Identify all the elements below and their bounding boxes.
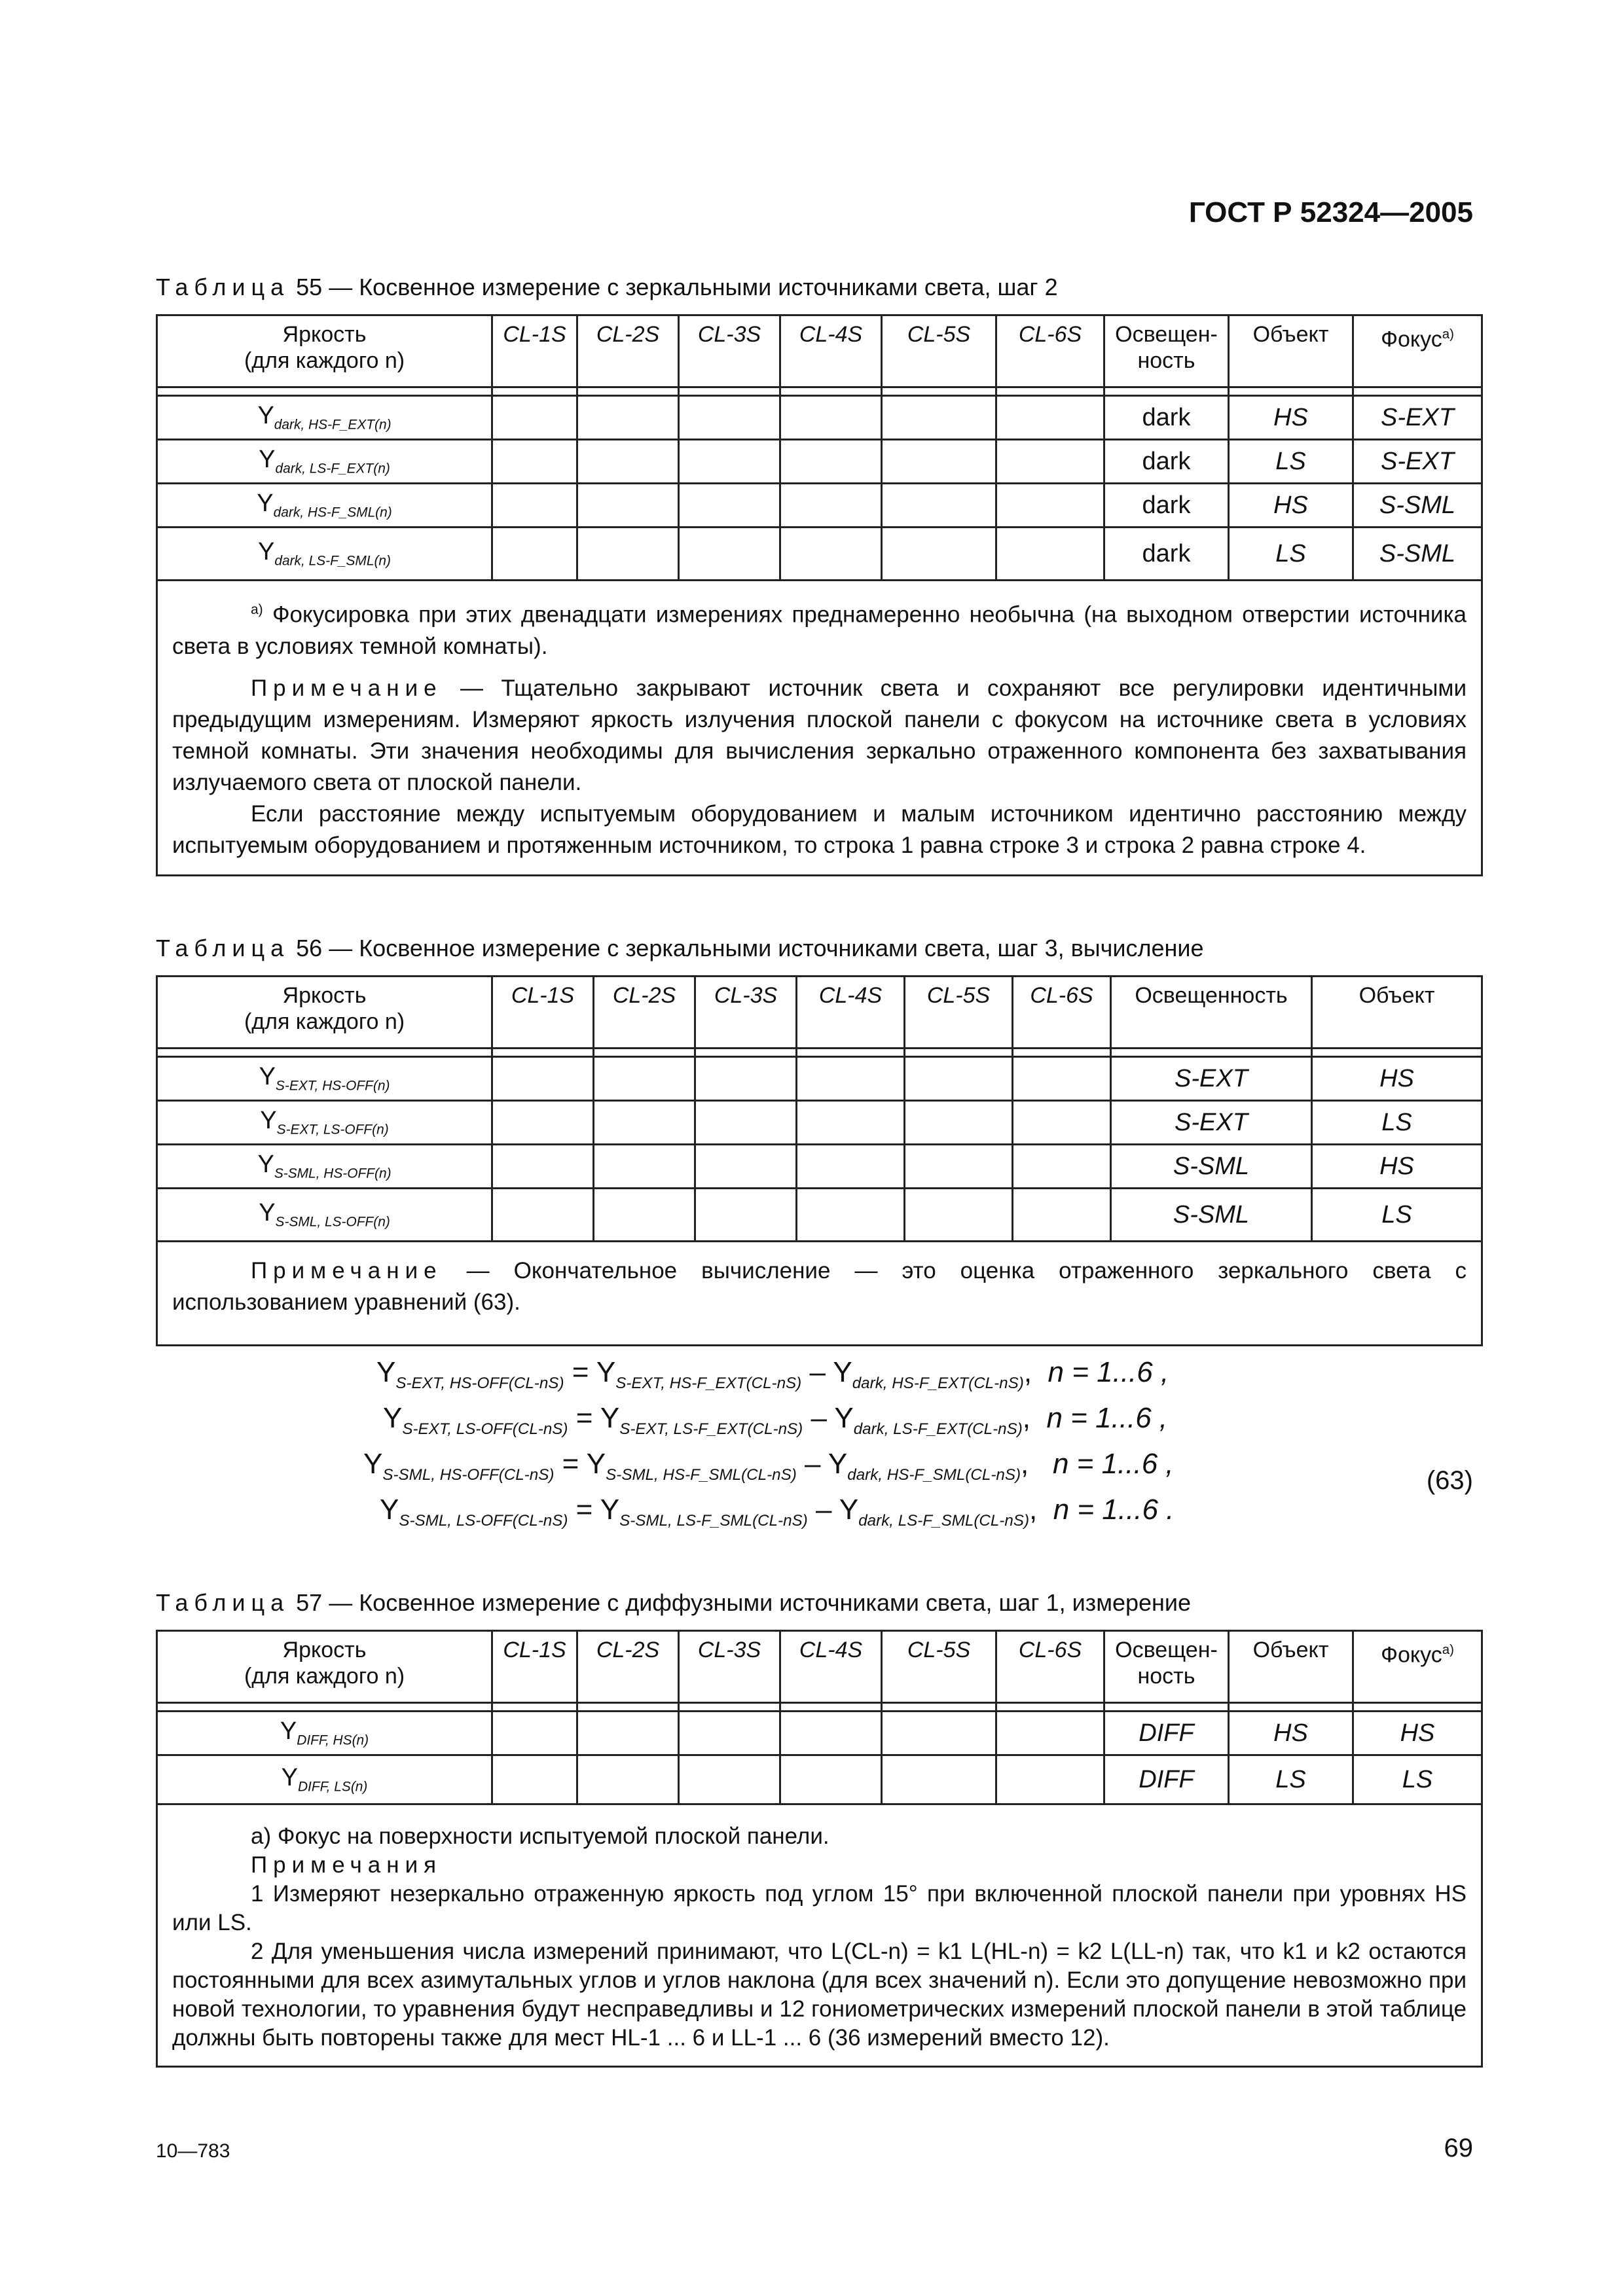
table-row: $Y_{dark, LS-F\_SML(n)}$ dark LS S-SML <box>157 528 1482 581</box>
col-illumination: Освещенность <box>1111 977 1312 1049</box>
equation-number: (63) <box>1426 1466 1473 1495</box>
col-cl2s: CL-2S <box>577 1631 679 1703</box>
col-cl4s: CL-4S <box>780 315 882 387</box>
col-cl4s: CL-4S <box>797 977 905 1049</box>
equation-line-1: $Y_{S-EXT, HS-OFF(CL-nS)} = Y_{S-EXT, HS-F\_EXT(CL-nS)} - Y_{dark, HS-F\_EXT(CL-nS)}$, n = 1...6 , <box>376 1356 1169 1392</box>
table-row: $Y_{S-EXT, LS-OFF(n)}$ S-EXT LS <box>157 1101 1482 1145</box>
col-cl5s: CL-5S <box>882 315 996 387</box>
table-55-caption: Таблица 55 — Косвенное измерение с зеркальными источниками света, шаг 2 <box>156 274 1058 300</box>
table-row: $Y_{dark, LS-F\_EXT(n)}$ dark LS S-EXT <box>157 440 1482 484</box>
table-row: $Y_{S-EXT, HS-OFF(n)}$ S-EXT HS <box>157 1057 1482 1101</box>
table-56-caption: Таблица 56 — Косвенное измерение с зеркальными источниками света, шаг 3, вычисление <box>156 935 1204 961</box>
equation-line-3: $Y_{S-SML, HS-OFF(CL-nS)} = Y_{S-SML, HS-F\_SML(CL-nS)} - Y_{dark, HS-F\_SML(CL-nS)}$, n = 1...6 , <box>363 1448 1174 1484</box>
col-illumination: Освещен- ность <box>1104 315 1229 387</box>
table-57-caption: Таблица 57 — Косвенное измерение с диффузными источниками света, шаг 1, измерение <box>156 1589 1192 1616</box>
page-number: 69 <box>1444 2134 1473 2162</box>
table-57 <box>156 1630 1483 2068</box>
col-cl3s: CL-3S <box>695 977 797 1049</box>
table-55-notes: $^{a)}$ Фокусировка при этих двенадцати измерениях преднамеренно необычна (на выходном отверстии источника света в условиях темной комнаты). Примечание — Тщательно закрывают источник света и сохраняют все регулировки идентичными предыдущим измерениям. Измеряют яркость излучения плоской панели с фокусом на источнике света в условиях темной комнаты. Эти значения необходимы для вычисления зеркально отраженного компонента без захватывания излучаемого света от плоской панели. Если расстояние между испытуемым оборудованием и малым источником идентично расстоянию между испытуемым оборудованием и протяженным источником, то строка 1 равна строке 3 и строка 2 равна строке 4. <box>157 581 1482 876</box>
footer-code: 10—783 <box>156 2140 230 2162</box>
col-object: Объект <box>1229 1631 1353 1703</box>
col-cl5s: CL-5S <box>882 1631 996 1703</box>
table-56 <box>156 975 1483 1346</box>
equation-line-4: $Y_{S-SML, LS-OFF(CL-nS)} = Y_{S-SML, LS-F\_SML(CL-nS)} - Y_{dark, LS-F\_SML(CL-nS)}$, n = 1...6 . <box>380 1494 1175 1530</box>
col-cl3s: CL-3S <box>679 1631 780 1703</box>
col-focus: Фокус$^{a)}$ <box>1353 315 1482 387</box>
col-object: Объект <box>1312 977 1482 1049</box>
col-brightness: Яркость (для каждого n) <box>157 977 492 1049</box>
col-cl6s: CL-6S <box>996 315 1104 387</box>
equation-line-2: $Y_{S-EXT, LS-OFF(CL-nS)} = Y_{S-EXT, LS-F\_EXT(CL-nS)} - Y_{dark, LS-F\_EXT(CL-nS)}$, n = 1...6 , <box>383 1402 1168 1438</box>
col-cl4s: CL-4S <box>780 1631 882 1703</box>
table-row: $Y_{dark, HS-F\_SML(n)}$ dark HS S-SML <box>157 484 1482 528</box>
col-cl2s: CL-2S <box>577 315 679 387</box>
col-cl5s: CL-5S <box>905 977 1013 1049</box>
col-cl2s: CL-2S <box>594 977 695 1049</box>
table-row: $Y_{DIFF, HS(n)}$ DIFF HS HS <box>157 1712 1482 1755</box>
table-55 <box>156 314 1483 876</box>
table-row: $Y_{S-SML, HS-OFF(n)}$ S-SML HS <box>157 1145 1482 1189</box>
table-row: $Y_{dark, HS-F\_EXT(n)}$ dark HS S-EXT <box>157 396 1482 440</box>
col-brightness: Яркость (для каждого n) <box>157 1631 492 1703</box>
col-brightness: Яркость (для каждого n) <box>157 315 492 387</box>
col-illumination: Освещен- ность <box>1104 1631 1229 1703</box>
col-cl6s: CL-6S <box>1013 977 1111 1049</box>
table-row: $Y_{DIFF, LS(n)}$ DIFF LS LS <box>157 1755 1482 1804</box>
col-cl1s: CL-1S <box>492 1631 577 1703</box>
table-row: $Y_{S-SML, LS-OFF(n)}$ S-SML LS <box>157 1189 1482 1242</box>
col-cl6s: CL-6S <box>996 1631 1104 1703</box>
col-cl3s: CL-3S <box>679 315 780 387</box>
table-57-notes: a) Фокус на поверхности испытуемой плоской панели. Примечания 1 Измеряют незеркально отраженную яркость под углом 15° при включенной плоской панели при уровнях HS или LS. 2 Для уменьшения числа измерений принимают, что L(CL-n) = k1 L(HL-n) = k2 L(LL-n) так, что k1 и k2 остаются постоянными для всех азимутальных углов и углов наклона (для всех значений n). Если это допущение невозможно при новой технологии, то уравнения будут несправедливы и 12 гониометрических измерений плоской панели в этой таблице должны быть повторены также для мест HL-1 ... 6 и LL-1 ... 6 (36 измерений вместо 12). <box>157 1804 1482 2067</box>
col-cl1s: CL-1S <box>492 977 594 1049</box>
table-56-notes: Примечание — Окончательное вычисление — это оценка отраженного зеркального света с использованием уравнений (63). <box>157 1242 1482 1346</box>
col-focus: Фокус$^{a)}$ <box>1353 1631 1482 1703</box>
col-object: Объект <box>1229 315 1353 387</box>
col-cl1s: CL-1S <box>492 315 577 387</box>
standard-number: ГОСТ Р 52324—2005 <box>1188 196 1473 228</box>
